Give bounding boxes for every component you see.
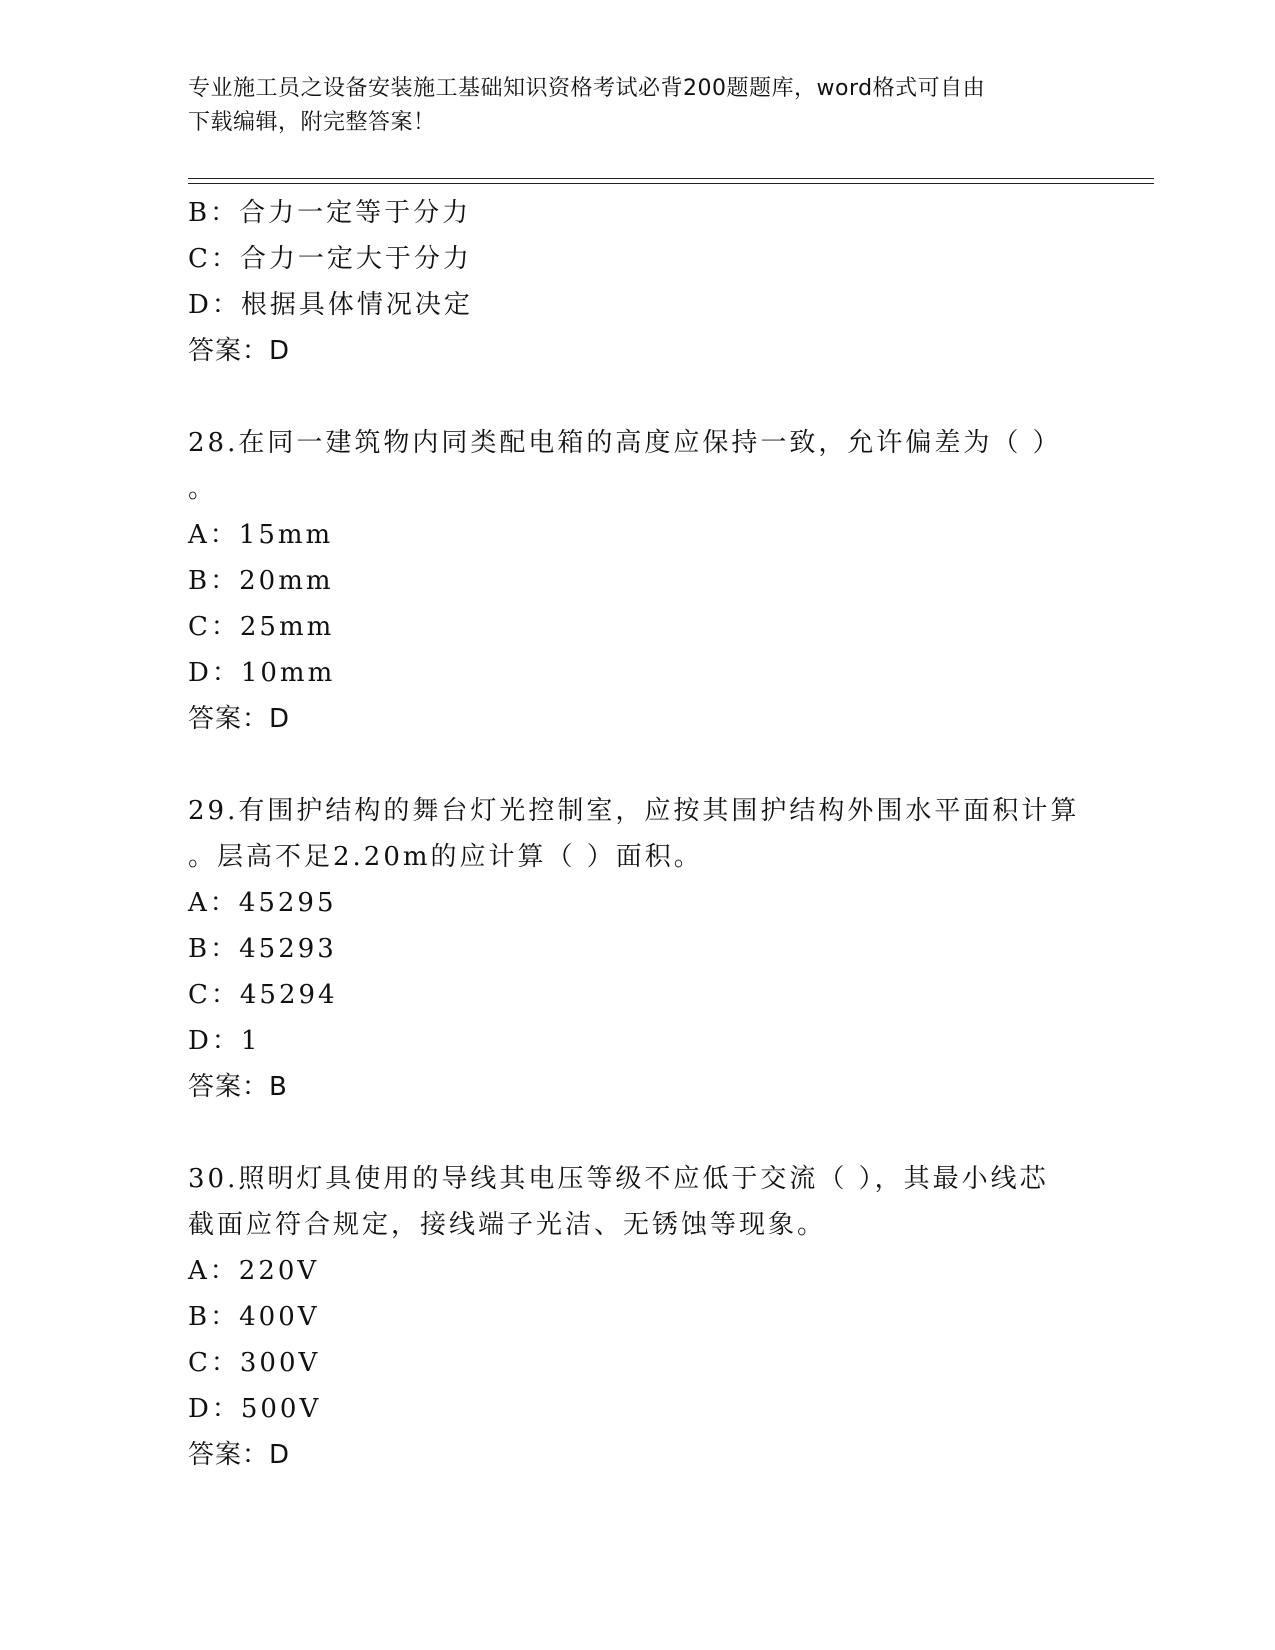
option-c: C：25mm — [188, 612, 335, 642]
question-29 — [188, 788, 1088, 1110]
option-a: A：45295 — [188, 888, 337, 918]
continued-question — [188, 190, 1088, 374]
option-b: B：400V — [188, 1302, 320, 1332]
header-line-2: 下载编辑，附完整答案！ — [188, 110, 436, 135]
option-a: A：220V — [188, 1256, 320, 1286]
answer-line: 答案：D — [188, 336, 291, 366]
answer-line: 答案：D — [188, 1440, 291, 1470]
question-stem: 。层高不足2.20m的应计算（ ）面积。 — [188, 842, 703, 872]
document-body — [188, 190, 1088, 1478]
option-b: B：合力一定等于分力 — [188, 198, 472, 228]
option-c: C：300V — [188, 1348, 321, 1378]
spacer — [188, 374, 1088, 420]
question-28 — [188, 420, 1088, 742]
option-d: D：根据具体情况决定 — [188, 290, 473, 320]
spacer — [188, 742, 1088, 788]
option-c: C：合力一定大于分力 — [188, 244, 472, 274]
option-b: B：45293 — [188, 934, 337, 964]
option-d: D：1 — [188, 1026, 261, 1056]
spacer — [188, 1110, 1088, 1156]
question-stem: 。 — [188, 474, 218, 504]
question-stem: 29.有围护结构的舞台灯光控制室，应按其围护结构外围水平面积计算 — [188, 796, 1080, 826]
question-stem: 截面应符合规定，接线端子光洁、无锈蚀等现象。 — [188, 1210, 827, 1240]
header-double-rule — [188, 178, 1154, 184]
option-d: D：10mm — [188, 658, 336, 688]
answer-line: 答案：B — [188, 1072, 288, 1102]
question-stem: 30.照明灯具使用的导线其电压等级不应低于交流（ ），其最小线芯 — [188, 1164, 1049, 1194]
question-stem: 28.在同一建筑物内同类配电箱的高度应保持一致，允许偏差为（ ） — [188, 428, 1062, 458]
option-d: D：500V — [188, 1394, 322, 1424]
option-b: B：20mm — [188, 566, 334, 596]
option-a: A：15mm — [188, 520, 334, 550]
header-line-1: 专业施工员之设备安装施工基础知识资格考试必背200题题库，word格式可自由 — [188, 76, 986, 101]
answer-line: 答案：D — [188, 704, 291, 734]
question-30 — [188, 1156, 1088, 1478]
option-c: C：45294 — [188, 980, 338, 1010]
document-header — [188, 72, 1088, 140]
